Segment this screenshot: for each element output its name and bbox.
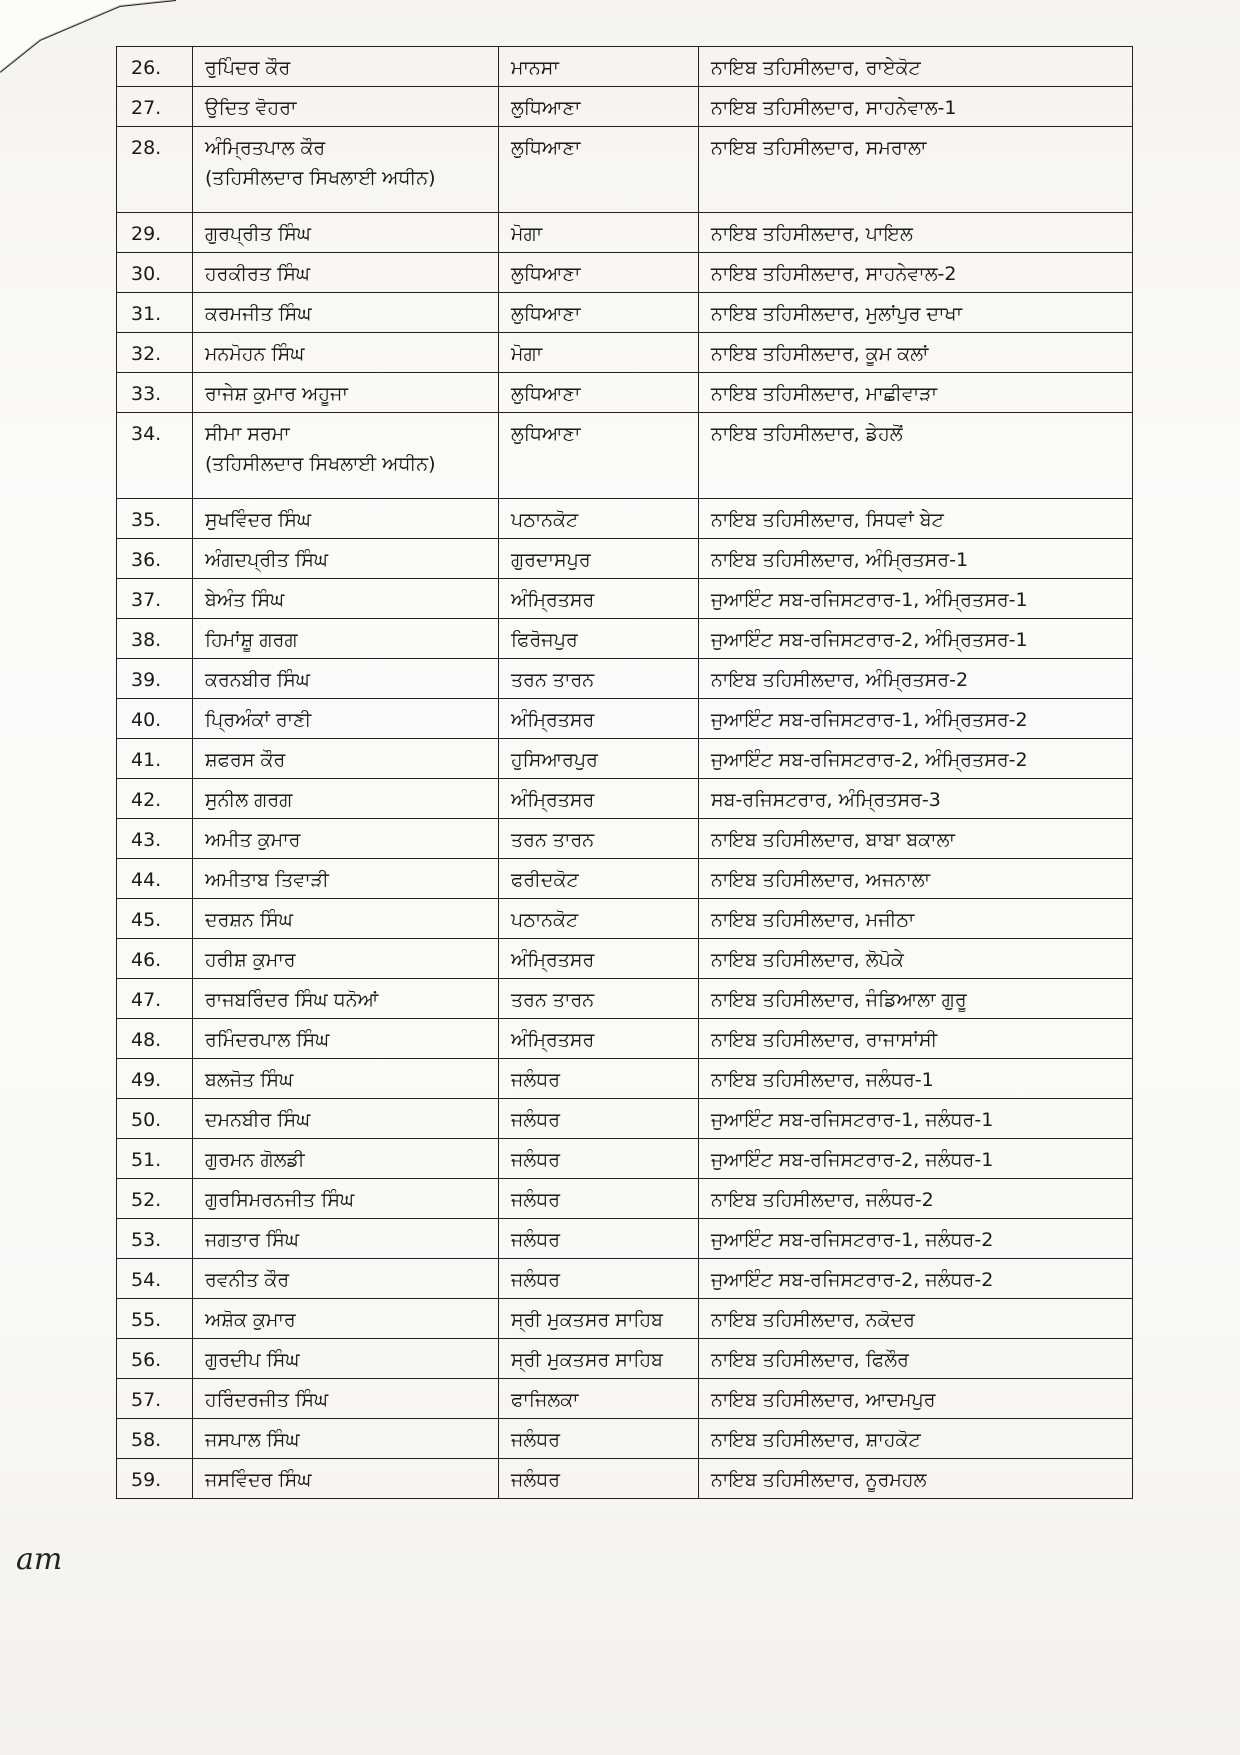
officer-name: ਰਾਜਬਰਿੰਦਰ ਸਿੰਘ ਧਨੋਆਂ bbox=[205, 989, 379, 1011]
officer-name: ਪ੍ਰਿਅੰਕਾਂ ਰਾਣੀ bbox=[205, 709, 312, 731]
officer-name: ਸ਼ਫਰਸ ਕੌਰ bbox=[205, 749, 286, 771]
officer-name-cell bbox=[193, 293, 499, 333]
posting-cell: ਨਾਇਬ ਤਹਿਸੀਲਦਾਰ, ਸਿਧਵਾਂ ਬੇਟ bbox=[699, 499, 1133, 539]
officer-name: ਦਰਸ਼ਨ ਸਿੰਘ bbox=[205, 909, 293, 931]
table-row bbox=[117, 579, 1133, 619]
officer-name: ਹਰਿੰਦਰਜੀਤ ਸਿੰਘ bbox=[205, 1389, 329, 1411]
officer-name: ਅਮੀਤ ਕੁਮਾਰ bbox=[205, 829, 301, 851]
margin-initials: am bbox=[16, 1542, 63, 1577]
serial-number-cell: 30. bbox=[117, 253, 193, 293]
table-row bbox=[117, 539, 1133, 579]
posting-cell: ਨਾਇਬ ਤਹਿਸੀਲਦਾਰ, ਮਜੀਠਾ bbox=[699, 899, 1133, 939]
posting-cell: ਨਾਇਬ ਤਹਿਸੀਲਦਾਰ, ਅਜਨਾਲਾ bbox=[699, 859, 1133, 899]
officer-name: ਅੰਗਦਪ੍ਰੀਤ ਸਿੰਘ bbox=[205, 549, 329, 571]
training-status-note: (ਤਹਿਸੀਲਦਾਰ ਸਿਖਲਾਈ ਅਧੀਨ) bbox=[205, 167, 436, 190]
officer-name: ਰਾਜੇਸ਼ ਕੁਮਾਰ ਅਹੂਜਾ bbox=[205, 383, 348, 405]
table-row bbox=[117, 253, 1133, 293]
serial-number-cell: 51. bbox=[117, 1139, 193, 1179]
officer-name: ਹਿਮਾਂਸ਼ੂ ਗਰਗ bbox=[205, 629, 298, 651]
serial-number-cell: 48. bbox=[117, 1019, 193, 1059]
posting-cell: ਜੁਆਇੰਟ ਸਬ-ਰਜਿਸਟਰਾਰ-2, ਅੰਮ੍ਰਿਤਸਰ-1 bbox=[699, 619, 1133, 659]
officer-name: ਗੁਰਦੀਪ ਸਿੰਘ bbox=[205, 1349, 300, 1371]
serial-number-cell: 42. bbox=[117, 779, 193, 819]
officer-name-cell bbox=[193, 213, 499, 253]
table-row bbox=[117, 1219, 1133, 1259]
table-row bbox=[117, 1139, 1133, 1179]
officer-name: ਅਮੀਤਾਬ ਤਿਵਾੜੀ bbox=[205, 869, 329, 891]
officer-name-cell bbox=[193, 1139, 499, 1179]
serial-number-cell: 36. bbox=[117, 539, 193, 579]
home-district-cell: ਜਲੰਧਰ bbox=[499, 1259, 699, 1299]
officer-name-cell bbox=[193, 779, 499, 819]
officer-name-cell bbox=[193, 1419, 499, 1459]
serial-number-cell: 50. bbox=[117, 1099, 193, 1139]
table-row bbox=[117, 699, 1133, 739]
table-body bbox=[117, 47, 1133, 1499]
posting-cell: ਨਾਇਬ ਤਹਿਸੀਲਦਾਰ, ਸਮਰਾਲਾ bbox=[699, 127, 1133, 213]
table-row bbox=[117, 1019, 1133, 1059]
posting-cell: ਨਾਇਬ ਤਹਿਸੀਲਦਾਰ, ਸਾਹਨੇਵਾਲ-1 bbox=[699, 87, 1133, 127]
officer-name-cell bbox=[193, 539, 499, 579]
table-row bbox=[117, 1299, 1133, 1339]
serial-number-cell: 44. bbox=[117, 859, 193, 899]
officer-posting-table bbox=[116, 46, 1133, 1499]
officer-name-cell bbox=[193, 899, 499, 939]
officer-name: ਦਮਨਬੀਰ ਸਿੰਘ bbox=[205, 1109, 311, 1131]
home-district-cell: ਲੁਧਿਆਣਾ bbox=[499, 373, 699, 413]
home-district-cell: ਫਰੀਦਕੋਟ bbox=[499, 859, 699, 899]
serial-number-cell: 53. bbox=[117, 1219, 193, 1259]
officer-name-cell bbox=[193, 1339, 499, 1379]
posting-cell: ਜੁਆਇੰਟ ਸਬ-ਰਜਿਸਟਰਾਰ-1, ਅੰਮ੍ਰਿਤਸਰ-1 bbox=[699, 579, 1133, 619]
officer-name: ਗੁਰਪ੍ਰੀਤ ਸਿੰਘ bbox=[205, 223, 311, 245]
serial-number-cell: 40. bbox=[117, 699, 193, 739]
officer-name-cell bbox=[193, 373, 499, 413]
home-district-cell: ਜਲੰਧਰ bbox=[499, 1459, 699, 1499]
home-district-cell: ਅੰਮ੍ਰਿਤਸਰ bbox=[499, 1019, 699, 1059]
serial-number-cell: 28. bbox=[117, 127, 193, 213]
serial-number-cell: 55. bbox=[117, 1299, 193, 1339]
posting-cell: ਨਾਇਬ ਤਹਿਸੀਲਦਾਰ, ਅੰਮ੍ਰਿਤਸਰ-2 bbox=[699, 659, 1133, 699]
officer-name: ਹਰਕੀਰਤ ਸਿੰਘ bbox=[205, 263, 311, 285]
home-district-cell: ਅੰਮ੍ਰਿਤਸਰ bbox=[499, 779, 699, 819]
home-district-cell: ਮਾਨਸਾ bbox=[499, 47, 699, 87]
serial-number-cell: 29. bbox=[117, 213, 193, 253]
officer-name-cell bbox=[193, 253, 499, 293]
home-district-cell: ਜਲੰਧਰ bbox=[499, 1219, 699, 1259]
officer-name: ਅੰਮ੍ਰਿਤਪਾਲ ਕੌਰ bbox=[205, 137, 326, 159]
officer-name-cell bbox=[193, 819, 499, 859]
officer-name-cell bbox=[193, 499, 499, 539]
officer-name: ਰਮਿੰਦਰਪਾਲ ਸਿੰਘ bbox=[205, 1029, 330, 1051]
home-district-cell: ਹੁਸਿਆਰਪੁਰ bbox=[499, 739, 699, 779]
posting-cell: ਜੁਆਇੰਟ ਸਬ-ਰਜਿਸਟਰਾਰ-2, ਜਲੰਧਰ-1 bbox=[699, 1139, 1133, 1179]
home-district-cell: ਲੁਧਿਆਣਾ bbox=[499, 127, 699, 213]
serial-number-cell: 34. bbox=[117, 413, 193, 499]
officer-name-cell bbox=[193, 859, 499, 899]
officer-name-cell bbox=[193, 1219, 499, 1259]
serial-number-cell: 41. bbox=[117, 739, 193, 779]
home-district-cell: ਅੰਮ੍ਰਿਤਸਰ bbox=[499, 579, 699, 619]
officer-name-cell bbox=[193, 659, 499, 699]
table-row bbox=[117, 939, 1133, 979]
serial-number-cell: 39. bbox=[117, 659, 193, 699]
officer-name: ਜਗਤਾਰ ਸਿੰਘ bbox=[205, 1229, 299, 1251]
home-district-cell: ਜਲੰਧਰ bbox=[499, 1099, 699, 1139]
home-district-cell: ਲੁਧਿਆਣਾ bbox=[499, 253, 699, 293]
officer-name-cell bbox=[193, 87, 499, 127]
home-district-cell: ਮੋਗਾ bbox=[499, 333, 699, 373]
serial-number-cell: 59. bbox=[117, 1459, 193, 1499]
officer-name-cell bbox=[193, 699, 499, 739]
table-row bbox=[117, 413, 1133, 499]
home-district-cell: ਜਲੰਧਰ bbox=[499, 1179, 699, 1219]
officer-name-cell bbox=[193, 47, 499, 87]
home-district-cell: ਪਠਾਨਕੋਟ bbox=[499, 499, 699, 539]
posting-cell: ਨਾਇਬ ਤਹਿਸੀਲਦਾਰ, ਮੁਲਾਂਪੁਰ ਦਾਖਾ bbox=[699, 293, 1133, 333]
table-row bbox=[117, 899, 1133, 939]
serial-number-cell: 27. bbox=[117, 87, 193, 127]
posting-cell: ਨਾਇਬ ਤਹਿਸੀਲਦਾਰ, ਆਦਮਪੁਰ bbox=[699, 1379, 1133, 1419]
posting-cell: ਨਾਇਬ ਤਹਿਸੀਲਦਾਰ, ਅੰਮ੍ਰਿਤਸਰ-1 bbox=[699, 539, 1133, 579]
table-row bbox=[117, 659, 1133, 699]
home-district-cell: ਸ੍ਰੀ ਮੁਕਤਸਰ ਸਾਹਿਬ bbox=[499, 1339, 699, 1379]
table-row bbox=[117, 1259, 1133, 1299]
home-district-cell: ਸ੍ਰੀ ਮੁਕਤਸਰ ਸਾਹਿਬ bbox=[499, 1299, 699, 1339]
training-status-note: (ਤਹਿਸੀਲਦਾਰ ਸਿਖਲਾਈ ਅਧੀਨ) bbox=[205, 453, 436, 476]
posting-cell: ਨਾਇਬ ਤਹਿਸੀਲਦਾਰ, ਸਾਹਨੇਵਾਲ-2 bbox=[699, 253, 1133, 293]
officer-name-cell bbox=[193, 1059, 499, 1099]
table-row bbox=[117, 979, 1133, 1019]
table-row bbox=[117, 87, 1133, 127]
home-district-cell: ਗੁਰਦਾਸਪੁਰ bbox=[499, 539, 699, 579]
posting-cell: ਜੁਆਇੰਟ ਸਬ-ਰਜਿਸਟਰਾਰ-1, ਅੰਮ੍ਰਿਤਸਰ-2 bbox=[699, 699, 1133, 739]
posting-cell: ਨਾਇਬ ਤਹਿਸੀਲਦਾਰ, ਮਾਛੀਵਾੜਾ bbox=[699, 373, 1133, 413]
serial-number-cell: 43. bbox=[117, 819, 193, 859]
table-row bbox=[117, 127, 1133, 213]
officer-name-cell bbox=[193, 1299, 499, 1339]
home-district-cell: ਮੋਗਾ bbox=[499, 213, 699, 253]
table-row bbox=[117, 1339, 1133, 1379]
table-row bbox=[117, 819, 1133, 859]
table-row bbox=[117, 47, 1133, 87]
serial-number-cell: 46. bbox=[117, 939, 193, 979]
officer-name-cell bbox=[193, 1099, 499, 1139]
officer-name-cell bbox=[193, 1259, 499, 1299]
home-district-cell: ਤਰਨ ਤਾਰਨ bbox=[499, 979, 699, 1019]
officer-name: ਗੁਰਸਿਮਰਨਜੀਤ ਸਿੰਘ bbox=[205, 1189, 355, 1211]
table-row bbox=[117, 293, 1133, 333]
officer-name: ਬਲਜੋਤ ਸਿੰਘ bbox=[205, 1069, 294, 1091]
serial-number-cell: 58. bbox=[117, 1419, 193, 1459]
posting-cell: ਜੁਆਇੰਟ ਸਬ-ਰਜਿਸਟਰਾਰ-2, ਅੰਮ੍ਰਿਤਸਰ-2 bbox=[699, 739, 1133, 779]
table-row bbox=[117, 1459, 1133, 1499]
serial-number-cell: 35. bbox=[117, 499, 193, 539]
posting-cell: ਨਾਇਬ ਤਹਿਸੀਲਦਾਰ, ਨਕੋਦਰ bbox=[699, 1299, 1133, 1339]
table-row bbox=[117, 1179, 1133, 1219]
officer-name: ਸੁਨੀਲ ਗਰਗ bbox=[205, 789, 293, 811]
serial-number-cell: 37. bbox=[117, 579, 193, 619]
posting-cell: ਨਾਇਬ ਤਹਿਸੀਲਦਾਰ, ਬਾਬਾ ਬਕਾਲਾ bbox=[699, 819, 1133, 859]
home-district-cell: ਲੁਧਿਆਣਾ bbox=[499, 87, 699, 127]
officer-name: ਜਸਵਿੰਦਰ ਸਿੰਘ bbox=[205, 1469, 312, 1491]
posting-cell: ਨਾਇਬ ਤਹਿਸੀਲਦਾਰ, ਡੇਹਲੋਂ bbox=[699, 413, 1133, 499]
posting-cell: ਨਾਇਬ ਤਹਿਸੀਲਦਾਰ, ਕੂਮ ਕਲਾਂ bbox=[699, 333, 1133, 373]
officer-name: ਮਨਮੋਹਨ ਸਿੰਘ bbox=[205, 343, 305, 365]
posting-cell: ਜੁਆਇੰਟ ਸਬ-ਰਜਿਸਟਰਾਰ-1, ਜਲੰਧਰ-1 bbox=[699, 1099, 1133, 1139]
table-row bbox=[117, 213, 1133, 253]
posting-cell: ਨਾਇਬ ਤਹਿਸੀਲਦਾਰ, ਨੂਰਮਹਲ bbox=[699, 1459, 1133, 1499]
home-district-cell: ਫਾਜਿਲਕਾ bbox=[499, 1379, 699, 1419]
officer-name: ਗੁਰਮਨ ਗੋਲਡੀ bbox=[205, 1149, 305, 1171]
home-district-cell: ਅੰਮ੍ਰਿਤਸਰ bbox=[499, 939, 699, 979]
posting-cell: ਨਾਇਬ ਤਹਿਸੀਲਦਾਰ, ਜਲੰਧਰ-2 bbox=[699, 1179, 1133, 1219]
serial-number-cell: 32. bbox=[117, 333, 193, 373]
home-district-cell: ਅੰਮ੍ਰਿਤਸਰ bbox=[499, 699, 699, 739]
posting-cell: ਨਾਇਬ ਤਹਿਸੀਲਦਾਰ, ਜੰਡਿਆਲਾ ਗੁਰੂ bbox=[699, 979, 1133, 1019]
home-district-cell: ਤਰਨ ਤਾਰਨ bbox=[499, 659, 699, 699]
officer-name: ਕਰਨਬੀਰ ਸਿੰਘ bbox=[205, 669, 310, 691]
officer-name: ਜਸਪਾਲ ਸਿੰਘ bbox=[205, 1429, 300, 1451]
posting-cell: ਨਾਇਬ ਤਹਿਸੀਲਦਾਰ, ਰਾਜਾਸਾਂਸੀ bbox=[699, 1019, 1133, 1059]
officer-name: ਹਰੀਸ਼ ਕੁਮਾਰ bbox=[205, 949, 296, 971]
officer-name: ਉਦਿਤ ਵੋਹਰਾ bbox=[205, 97, 297, 119]
home-district-cell: ਪਠਾਨਕੋਟ bbox=[499, 899, 699, 939]
serial-number-cell: 45. bbox=[117, 899, 193, 939]
posting-cell: ਨਾਇਬ ਤਹਿਸੀਲਦਾਰ, ਰਾਏਕੋਟ bbox=[699, 47, 1133, 87]
home-district-cell: ਜਲੰਧਰ bbox=[499, 1059, 699, 1099]
officer-name-cell bbox=[193, 579, 499, 619]
serial-number-cell: 47. bbox=[117, 979, 193, 1019]
home-district-cell: ਲੁਧਿਆਣਾ bbox=[499, 293, 699, 333]
officer-name-cell bbox=[193, 1459, 499, 1499]
posting-cell: ਨਾਇਬ ਤਹਿਸੀਲਦਾਰ, ਫਿਲੌਰ bbox=[699, 1339, 1133, 1379]
table-row bbox=[117, 1419, 1133, 1459]
posting-cell: ਨਾਇਬ ਤਹਿਸੀਲਦਾਰ, ਪਾਇਲ bbox=[699, 213, 1133, 253]
officer-name: ਅਸ਼ੋਕ ਕੁਮਾਰ bbox=[205, 1309, 296, 1331]
home-district-cell: ਜਲੰਧਰ bbox=[499, 1419, 699, 1459]
table-row bbox=[117, 739, 1133, 779]
home-district-cell: ਤਰਨ ਤਾਰਨ bbox=[499, 819, 699, 859]
serial-number-cell: 57. bbox=[117, 1379, 193, 1419]
officer-name-cell bbox=[193, 1019, 499, 1059]
serial-number-cell: 54. bbox=[117, 1259, 193, 1299]
officer-name: ਬੇਅੰਤ ਸਿੰਘ bbox=[205, 589, 285, 611]
serial-number-cell: 52. bbox=[117, 1179, 193, 1219]
table-row bbox=[117, 859, 1133, 899]
posting-cell: ਸਬ-ਰਜਿਸਟਰਾਰ, ਅੰਮ੍ਰਿਤਸਰ-3 bbox=[699, 779, 1133, 819]
officer-name-cell bbox=[193, 127, 499, 213]
posting-cell: ਜੁਆਇੰਟ ਸਬ-ਰਜਿਸਟਰਾਰ-2, ਜਲੰਧਰ-2 bbox=[699, 1259, 1133, 1299]
table-row bbox=[117, 1379, 1133, 1419]
posting-cell: ਨਾਇਬ ਤਹਿਸੀਲਦਾਰ, ਜਲੰਧਰ-1 bbox=[699, 1059, 1133, 1099]
home-district-cell: ਜਲੰਧਰ bbox=[499, 1139, 699, 1179]
officer-name: ਰਵਨੀਤ ਕੌਰ bbox=[205, 1269, 290, 1291]
table-row bbox=[117, 619, 1133, 659]
serial-number-cell: 56. bbox=[117, 1339, 193, 1379]
officer-name-cell bbox=[193, 619, 499, 659]
officer-name: ਸੁਖਵਿੰਦਰ ਸਿੰਘ bbox=[205, 509, 312, 531]
table-row bbox=[117, 1099, 1133, 1139]
officer-name: ਕਰਮਜੀਤ ਸਿੰਘ bbox=[205, 303, 312, 325]
table-row bbox=[117, 779, 1133, 819]
officer-name-cell bbox=[193, 333, 499, 373]
posting-cell: ਨਾਇਬ ਤਹਿਸੀਲਦਾਰ, ਲੋਪੋਕੇ bbox=[699, 939, 1133, 979]
officer-name-cell bbox=[193, 979, 499, 1019]
table-row bbox=[117, 373, 1133, 413]
officer-name-cell bbox=[193, 939, 499, 979]
table-row bbox=[117, 333, 1133, 373]
serial-number-cell: 26. bbox=[117, 47, 193, 87]
serial-number-cell: 33. bbox=[117, 373, 193, 413]
officer-name-cell bbox=[193, 1379, 499, 1419]
officer-name: ਸੀਮਾ ਸਰਮਾ bbox=[205, 423, 290, 445]
serial-number-cell: 31. bbox=[117, 293, 193, 333]
officer-name-cell bbox=[193, 413, 499, 499]
serial-number-cell: 49. bbox=[117, 1059, 193, 1099]
home-district-cell: ਫਿਰੋਜਪੁਰ bbox=[499, 619, 699, 659]
table-row bbox=[117, 499, 1133, 539]
home-district-cell: ਲੁਧਿਆਣਾ bbox=[499, 413, 699, 499]
officer-name-cell bbox=[193, 739, 499, 779]
serial-number-cell: 38. bbox=[117, 619, 193, 659]
posting-cell: ਨਾਇਬ ਤਹਿਸੀਲਦਾਰ, ਸ਼ਾਹਕੋਟ bbox=[699, 1419, 1133, 1459]
table-row bbox=[117, 1059, 1133, 1099]
officer-name: ਰੁਪਿੰਦਰ ਕੌਰ bbox=[205, 57, 291, 79]
posting-cell: ਜੁਆਇੰਟ ਸਬ-ਰਜਿਸਟਰਾਰ-1, ਜਲੰਧਰ-2 bbox=[699, 1219, 1133, 1259]
officer-name-cell bbox=[193, 1179, 499, 1219]
